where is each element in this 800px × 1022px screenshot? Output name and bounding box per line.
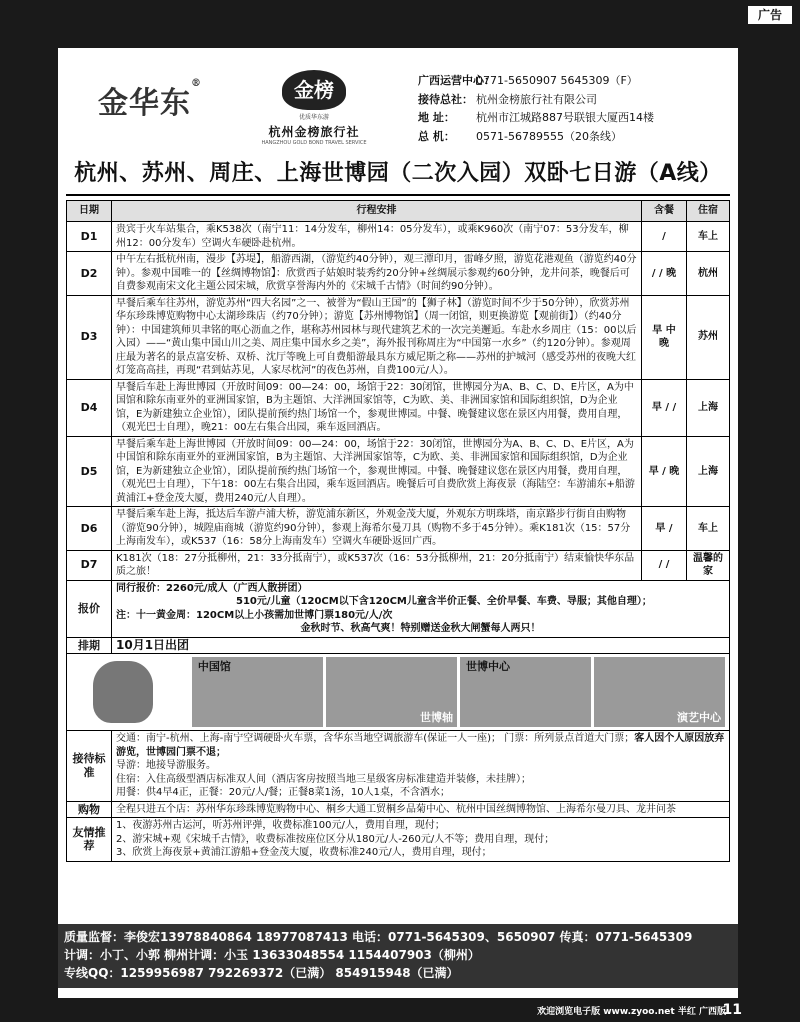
photo-strip: [71, 657, 725, 727]
contact-row: [418, 109, 738, 128]
page-number: 11: [722, 1002, 742, 1018]
standards-cell: [112, 731, 730, 802]
day-cell: D7: [67, 550, 112, 580]
photo-row: [67, 654, 730, 731]
jinbang-mark: 金榜: [282, 70, 346, 110]
price-line: 同行报价：2260元/成人（广西人散拼团）: [116, 582, 308, 594]
price-line: 注：十一黄金周：120CM以上小孩需加世博门票180元/人/次: [116, 609, 393, 621]
day-cell: D1: [67, 222, 112, 252]
schedule-cell: 早餐后乘车赴上海世博园（开放时间09：00—24：00，场馆于22：30闭馆，世博园分为A、B、C、D、E片区，A为中国馆和除东南亚外的亚洲国家馆，B为主题馆、大洋洲国家馆等，C为欧、美、非洲国家馆和国际组织馆，D为企业馆，E为新建独立企业馆），团队提前预约热门场馆一个，参观世博园。中餐、晚餐建议您在景区内用餐，费用自理，（观光巴士自理），下午18：00左右集合出园，乘车返回酒店。晚餐后可自费欣赏上海夜景（海陆空：车游浦东+船游黄浦江+登金茂大厦，费用240元/人自理）。: [112, 436, 642, 507]
table-row: [67, 222, 730, 252]
standards-line: [116, 732, 725, 759]
contact-row: [418, 128, 738, 147]
page-title: 杭州、苏州、周庄、上海世博园（二次入园）双卧七日游（A线）: [74, 161, 722, 186]
expo-center-photo: [460, 657, 591, 727]
photo-caption: 演艺中心: [676, 710, 721, 724]
meal-cell: /: [642, 222, 687, 252]
site-url: 欢迎浏览电子版 www.zyoo.net 半红 广西版: [537, 1007, 726, 1017]
table-row: [67, 507, 730, 551]
meal-cell: / /: [642, 550, 687, 580]
footer-contact-bar: [58, 924, 738, 988]
shopping-row: [67, 801, 730, 818]
standards-row: [67, 731, 730, 802]
price-promo: 金秋时节、秋高气爽！特别赠送金秋大闸蟹每人两只！: [300, 623, 541, 634]
photo-caption: 世博轴: [419, 710, 453, 724]
jinbang-company-en: HANGZHOU GOLD BOND TRAVEL SERVICE: [261, 140, 367, 146]
tip-item: 1、夜游苏州古运河，听苏州评弹，收费标准100元/人，费用自理，现付；: [116, 820, 445, 831]
stay-cell: 杭州: [687, 252, 730, 296]
shopping-label: 购物: [67, 801, 112, 818]
table-row: [67, 379, 730, 436]
price-label: 报价: [67, 580, 112, 637]
tips-label: 友情推荐: [67, 818, 112, 862]
contact-value: 0771-5650907 5645309（F）: [476, 74, 638, 87]
expo-axis-photo: [326, 657, 457, 727]
standards-line: 住宿：入住高级型酒店标准双人间（酒店客房按照当地三星级客房标准建造并装修，未挂牌）；: [116, 773, 531, 785]
standards-note: 客人因个人原因放弃游览，世博园门票不退；: [116, 733, 725, 758]
contact-key: 总 机：: [418, 129, 455, 143]
footer-line: 质量监督：李俊宏13978840864 18977087413 电话：0771-5645309、5650907 传真：0771-5645309: [64, 930, 693, 944]
tips-row: [67, 818, 730, 862]
stay-cell: 车上: [687, 222, 730, 252]
footer-line: 计调：小丁、小郭 柳州计调：小玉 13633048554 1154407903（柳州）: [64, 948, 480, 962]
brand-logo-jinhuadong: [98, 78, 202, 122]
tip-item: 3、欣赏上海夜景+黄浦江游船+登金茂大厦，收费标准240元/人，费用自理，现付；: [116, 847, 492, 858]
contact-value: 杭州金榜旅行社有限公司: [476, 92, 597, 106]
schedule-cell: 早餐后乘车赴上海，抵达后车游卢浦大桥，游览浦东新区，外观金茂大厦，外观东方明珠塔，南京路步行街自由购物（游览90分钟），城隍庙商城（游览约90分钟），参观上海希尔曼刀具（购物不多于45分钟）。乘K181次（15：57分上海南发车），或K537（16：58分上海南发车）空调火车硬卧返回广西。: [112, 507, 642, 551]
meal-cell: 早 / /: [642, 379, 687, 436]
table-row: [67, 550, 730, 580]
header-meals: 含餐: [642, 201, 687, 222]
meal-cell: 早 / 晚: [642, 436, 687, 507]
page-footer: [0, 1000, 800, 1022]
stay-cell: 苏州: [687, 295, 730, 379]
footer-line: 专线QQ：1259956987 792269372（已满） 854915948（已满）: [64, 966, 459, 980]
photo-caption: 中国馆: [197, 660, 231, 673]
standards-transport: 交通：南宁-杭州、上海-南宁空调硬卧火车票，含华东当地空调旅游车(保证一人一座)； 门票：所列景点首道大门票；: [116, 733, 635, 744]
table-row: [67, 252, 730, 296]
schedule-cell: K181次（18：27分抵柳州，21：33分抵南宁），或K537次（16：53分抵柳州，21：20分抵南宁）结束愉快华东品质之旅！: [112, 550, 642, 580]
photo-cell: [67, 654, 730, 731]
contact-key: 接待总社：: [418, 92, 473, 106]
standards-line: 用餐：供4早4正，正餐：20元/人/餐；正餐8菜1汤，10人1桌，不含酒水；: [116, 787, 450, 798]
day-cell: D3: [67, 295, 112, 379]
contact-value: 0571-56789555（20条线）: [476, 129, 622, 143]
standards-label: 接待标准: [67, 731, 112, 802]
schedule-row: [67, 637, 730, 654]
photo-caption: 世博中心: [465, 660, 510, 673]
day-cell: D6: [67, 507, 112, 551]
schedule-cell: 早餐后乘车往苏州，游览苏州“四大名园”之一、被誉为“假山王国”的【狮子林】（游览时间不少于50分钟），欣赏苏州华东珍珠博览购物中心太湖珍珠店（约70分钟）；游览【苏州博物馆】（周一闭馆，则更换游览【观前街】）（约40分钟）：中国建筑师贝聿铭的呕心沥血之作，堪称苏州园林与现代建筑艺术的一次完美邂逅。车赴水乡周庄（15：00以后入园）——“黄山集中国山川之美、周庄集中国水乡之美”，海外报刊称周庄为“中国第一水乡”（约120分钟）。参观周庄最为著名的景点富安桥、双桥、沈厅等晚上可自费船游最具东方威尼斯之称——苏州的护城河（感受苏州的夜晚大红灯笼高高挂，再现“君到姑苏见，人家尽枕河”的夜色苏州，自费100元/人）。: [112, 295, 642, 379]
day-cell: D4: [67, 379, 112, 436]
table-row: [67, 436, 730, 507]
schedule-cell: 贵宾于火车站集合，乘K538次（南宁11：14分发车，柳州14：05分发车），或乘K960次（南宁07：53分发车，柳州12：00分发车）空调火车硬卧赴杭州。: [112, 222, 642, 252]
standards-line: 导游：地接导游服务。: [116, 760, 216, 771]
jinbang-company: 杭州金榜旅行社: [268, 125, 360, 139]
contact-row: [418, 91, 738, 110]
jinbang-slogan: 优质华东游: [298, 114, 329, 121]
price-cell: [112, 580, 730, 637]
departure-date: 10月1日出团: [112, 637, 730, 654]
table-row: [67, 295, 730, 379]
stay-cell: 温馨的家: [687, 550, 730, 580]
schedule-cell: 中午左右抵杭州南，漫步【苏堤】，船游西湖，（游览约40分钟），观三潭印月，雷峰夕照，游览花港观鱼（游览约40分钟）。参观中国唯一的【丝绸博物馆】：欣赏西子姑娘时装秀约20分钟+丝绸展示参观约60分钟，龙井问茶，晚餐后可自费参观南宋文化主题公园宋城，欣赏享誉海内外的《宋城千古情》（时间约90分钟）。: [112, 252, 642, 296]
day-cell: D2: [67, 252, 112, 296]
header: [58, 48, 738, 148]
header-stay: 住宿: [687, 201, 730, 222]
stay-cell: 上海: [687, 436, 730, 507]
contact-value: 杭州市江城路887号联银大厦西14楼: [476, 111, 654, 124]
schedule-label: 排期: [67, 637, 112, 654]
china-pavilion-photo: [192, 657, 323, 727]
price-line: 510元/儿童（120CM以下含120CM儿童含半价正餐、全价早餐、车费、导服；其他自理）；: [236, 596, 652, 607]
registered-icon: ®: [191, 78, 202, 89]
performing-arts-center-photo: [594, 657, 725, 727]
meal-cell: 早 中 晚: [642, 295, 687, 379]
mascot-shape: [93, 661, 153, 723]
header-date: 日期: [67, 201, 112, 222]
meal-cell: 早 /: [642, 507, 687, 551]
brand-logo-jinbang: [254, 70, 374, 146]
table-header-row: [67, 201, 730, 222]
stay-cell: 车上: [687, 507, 730, 551]
contact-block: [418, 72, 738, 146]
title-divider: [66, 194, 730, 196]
ad-tag: 广告: [748, 6, 792, 24]
contact-key: 广西运营中心：: [418, 74, 495, 87]
shopping-cell: 全程只进五个店：苏州华东珍珠博览购物中心、桐乡大通工贸桐乡品菊中心、杭州中国丝绸博物馆、上海希尔曼刀具、龙井问茶: [112, 801, 730, 818]
header-schedule: 行程安排: [112, 201, 642, 222]
schedule-cell: 早餐后车赴上海世博园（开放时间09：00—24：00，场馆于22：30闭馆，世博园分为A、B、C、D、E片区，A为中国馆和除东南亚外的亚洲国家馆，B为主题馆、大洋洲国家馆等，C为欧、美、非洲国家馆和国际组织馆，D为企业馆，E为新建独立企业馆），团队提前预约热门场馆一个，参观世博园。中餐、晚餐建议您在景区内用餐，费用自理，（观光巴士自理），晚21：00左右集合出园，乘车返回酒店。: [112, 379, 642, 436]
meal-cell: / / 晚: [642, 252, 687, 296]
price-row: [67, 580, 730, 637]
tip-item: 2、游宋城+观《宋城千古情》，收费标准按座位区分从180元/人-260元/人不等；费用自理，现付；: [116, 833, 555, 845]
day-cell: D5: [67, 436, 112, 507]
haibao-mascot-image: [71, 657, 189, 727]
itinerary-table: [66, 200, 730, 862]
ad-page: [58, 48, 738, 998]
stay-cell: 上海: [687, 379, 730, 436]
brand1-name: 金华东: [98, 86, 191, 121]
contact-key: 地 址：: [418, 111, 455, 124]
tips-cell: [112, 818, 730, 862]
contact-row: [418, 72, 738, 91]
